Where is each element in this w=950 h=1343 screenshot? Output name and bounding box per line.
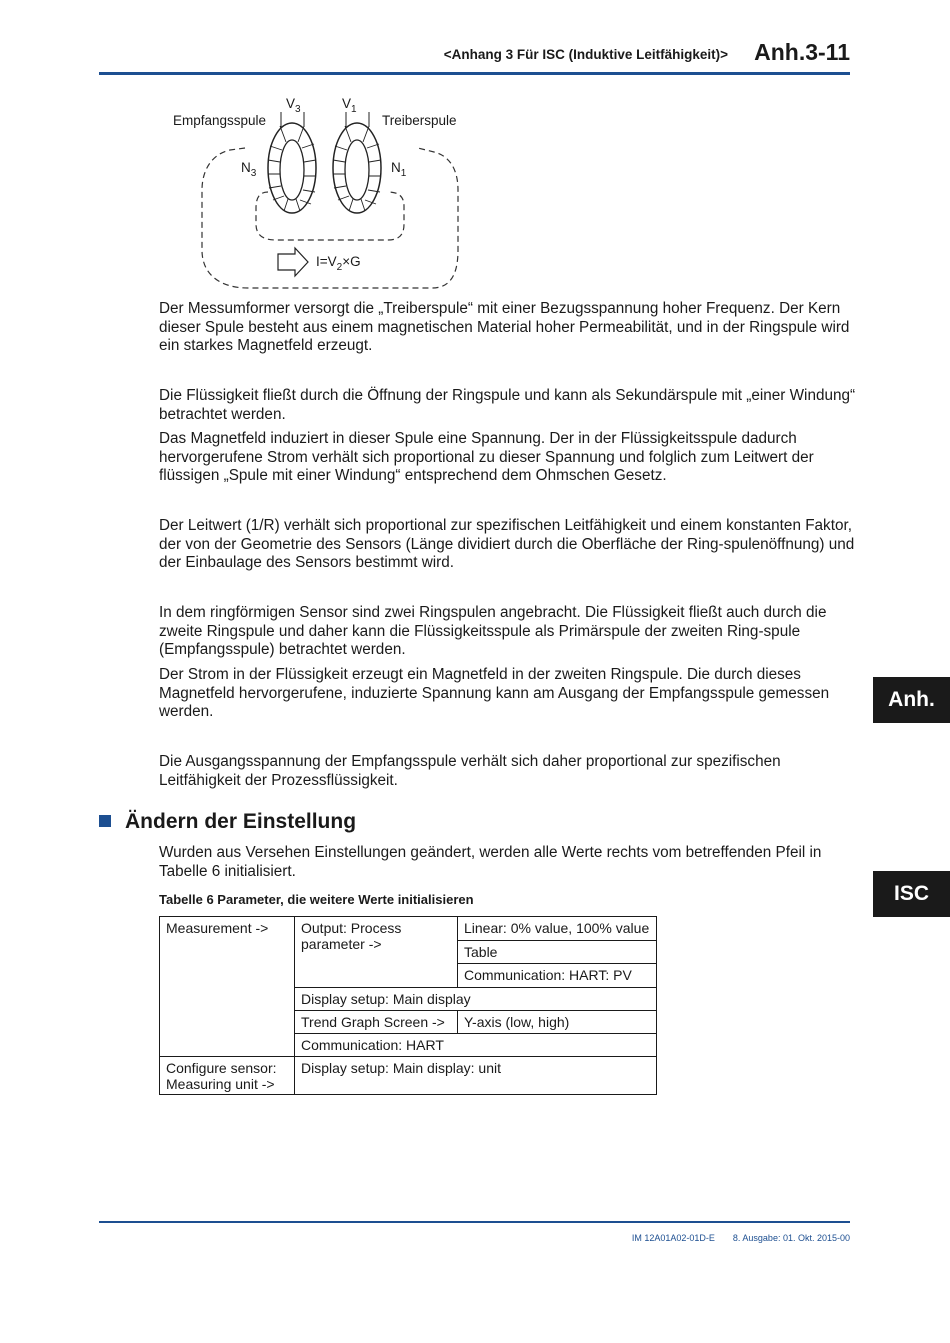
section-heading: Ändern der Einstellung xyxy=(99,810,356,834)
paragraph-5: In dem ringförmigen Sensor sind zwei Ringspulen angebracht. Die Flüssigkeit fließt auch durch die zweite Ringspule und daher kann die Flüssigkeitsspule als Primärspule der zweiten Ring-spule (Empfangsspule) betrachtet werden. xyxy=(159,604,827,659)
section-intro: Wurden aus Versehen Einstellungen geändert, werden alle Werte rechts vom betreffenden Pfeil in Tabelle 6 initialisiert. xyxy=(159,844,822,880)
footer-edition: 8. Ausgabe: 01. Okt. 2015-00 xyxy=(732,1233,850,1243)
label-driving-coil: Treiberspule xyxy=(382,113,457,128)
footer xyxy=(632,1233,850,1243)
cell-comm-hart: Communication: HART xyxy=(301,1037,444,1053)
side-tab-anh: Anh. xyxy=(873,677,950,723)
cell-table: Table xyxy=(464,944,498,960)
label-v3: $V_3$ xyxy=(286,96,301,115)
cell-measurement: Measurement -> xyxy=(166,920,269,936)
coil-diagram-svg xyxy=(160,90,480,295)
running-header: <Anhang 3 Für ISC (Induktive Leitfähigkeit)> xyxy=(443,47,728,62)
parameter-table xyxy=(159,916,657,1095)
driving-coil-toroid xyxy=(333,123,381,213)
label-v1: $V_1$ xyxy=(342,96,357,115)
paragraph-3: Das Magnetfeld induziert in dieser Spule eine Spannung. Der in der Flüssigkeitsspule dadurch hervorgerufene Strom verhält sich proportional zu dieser Spannung und folglich zum Leitwert der flüssigen „Spule mit einer Windung“ entsprechend dem Ohmschen Gesetz. xyxy=(159,430,814,485)
arrow-shape xyxy=(278,248,308,276)
cell-comm-pv: Communication: HART: PV xyxy=(464,967,632,983)
cell-display-main: Display setup: Main display xyxy=(301,991,471,1007)
cell-configure: Configure sensor: Measuring unit -> xyxy=(166,1060,277,1092)
page-number: Anh.3-11 xyxy=(754,39,850,65)
heading-square-icon xyxy=(99,815,111,827)
label-current-formula: $I=V_2\times G$ xyxy=(316,254,361,273)
paragraph-1: Der Messumformer versorgt die „Treiberspule“ mit einer Bezugsspannung hoher Frequenz. Der Kern dieser Spule besteht aus einem magnetischen Material hoher Permeabilität, und in der Ringspule wird ein starkes Magnetfeld erzeugt. xyxy=(159,300,850,355)
paragraph-7: Die Ausgangsspannung der Empfangsspule verhält sich daher proportional zur spezifischen Leitfähigkeit der Prozessflüssigkeit. xyxy=(159,753,781,789)
cell-trend: Trend Graph Screen -> xyxy=(301,1014,445,1030)
header-rule xyxy=(99,72,850,75)
cell-display-unit: Display setup: Main display: unit xyxy=(301,1060,501,1076)
paragraph-4: Der Leitwert (1/R) verhält sich proportional zur spezifischen Leitfähigkeit und einem konstanten Faktor, der von der Geometrie des Sensors (Länge dividiert durch die Oberfläche der Ring-spulenöffnung) und der Einbaulage des Sensors bestimmt wird. xyxy=(159,517,855,572)
label-n3: $N_3$ xyxy=(241,160,257,179)
receiving-coil-toroid xyxy=(268,123,316,213)
footer-doc-number: IM 12A01A02-01D-E xyxy=(631,1233,715,1243)
toroidal-sensor-diagram xyxy=(160,90,480,295)
table-caption: Tabelle 6 Parameter, die weitere Werte initialisieren xyxy=(159,892,474,907)
cell-yaxis: Y-axis (low, high) xyxy=(464,1014,570,1030)
side-tab-isc: ISC xyxy=(873,871,950,917)
cell-linear: Linear: 0% value, 100% value xyxy=(464,920,650,936)
paragraph-2: Die Flüssigkeit fließt durch die Öffnung der Ringspule und kann als Sekundärspule mit „einer Windung“ betrachtet werden. xyxy=(159,387,856,423)
paragraph-6: Der Strom in der Flüssigkeit erzeugt ein Magnetfeld in der zweiten Ringspule. Die durch dieses Magnetfeld hervorgerufene, induzierte Spannung kann am Ausgang der Empfangsspule gemessen werden. xyxy=(159,666,830,721)
footer-rule xyxy=(99,1221,850,1223)
label-n1: $N_1$ xyxy=(391,160,407,179)
label-receiving-coil: Empfangsspule xyxy=(173,113,267,128)
cell-output: Output: Process parameter -> xyxy=(301,920,402,952)
